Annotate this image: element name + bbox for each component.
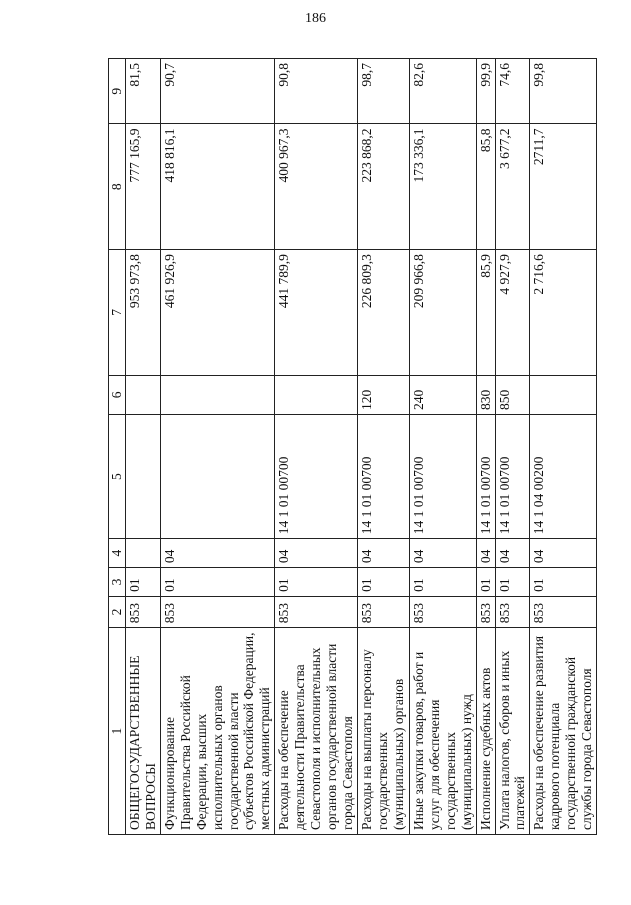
table-cell: 01 [126, 568, 161, 597]
header-row [109, 59, 126, 835]
table-cell [126, 414, 161, 538]
table-row [275, 59, 358, 835]
table-cell: Исполнение судебных актов [476, 628, 495, 835]
table-cell: 2 716,6 [530, 250, 597, 376]
table-cell: 04 [275, 539, 358, 568]
table-cell: 461 926,9 [160, 250, 274, 376]
table-cell: 01 [530, 568, 597, 597]
table-row [530, 59, 597, 835]
table-cell: 85,8 [476, 124, 495, 250]
table-cell: 98,7 [357, 59, 409, 124]
table-cell: Расходы на обеспечение развития кадрового потенциала государственной гражданской службы города Севастополя [530, 628, 597, 835]
rotated-table-container [108, 58, 595, 835]
header-cell: 9 [109, 59, 126, 124]
table-cell: 90,7 [160, 59, 274, 124]
table-cell: 14 1 01 00700 [495, 414, 530, 538]
table-cell: 74,6 [495, 59, 530, 124]
table-cell: 14 1 01 00700 [409, 414, 476, 538]
table-cell: 853 [126, 596, 161, 627]
table-row [409, 59, 476, 835]
table-row [126, 59, 161, 835]
table-body [109, 59, 597, 835]
table-cell: Расходы на выплаты персоналу государственных (муниципальных) органов [357, 628, 409, 835]
header-cell: 5 [109, 414, 126, 538]
table-cell: 14 1 01 00700 [275, 414, 358, 538]
table-cell: 953 973,8 [126, 250, 161, 376]
table-cell: 853 [275, 596, 358, 627]
table-cell: 240 [409, 375, 476, 414]
table-cell: 830 [476, 375, 495, 414]
table-cell: 01 [495, 568, 530, 597]
table-row [357, 59, 409, 835]
header-cell: 1 [109, 628, 126, 835]
table-cell [126, 539, 161, 568]
header-cell: 6 [109, 375, 126, 414]
header-cell: 8 [109, 124, 126, 250]
header-cell: 3 [109, 568, 126, 597]
table-cell: Уплата налогов, сборов и иных платежей [495, 628, 530, 835]
table-cell [530, 375, 597, 414]
table-cell: 853 [160, 596, 274, 627]
table-cell: 04 [409, 539, 476, 568]
table-cell: 850 [495, 375, 530, 414]
table-cell: 3 677,2 [495, 124, 530, 250]
table-cell: 853 [495, 596, 530, 627]
header-cell: 4 [109, 539, 126, 568]
table-cell: 853 [476, 596, 495, 627]
table-cell: 400 967,3 [275, 124, 358, 250]
table-row [160, 59, 274, 835]
table-cell: ОБЩЕГОСУДАРСТВЕННЫЕ ВОПРОСЫ [126, 628, 161, 835]
table-cell: 01 [357, 568, 409, 597]
table-cell: Расходы на обеспечение деятельности Правительства Севастополя и исполнительных органов государственной власти города Севастополя [275, 628, 358, 835]
table-cell: 04 [160, 539, 274, 568]
table-cell: 418 816,1 [160, 124, 274, 250]
table-row [495, 59, 530, 835]
table-cell: 01 [160, 568, 274, 597]
table-cell: Функционирование Правительства Российской Федерации, высших исполнительных органов государственной власти субъектов Российской Федерации, местных администраций [160, 628, 274, 835]
table-cell: 223 868,2 [357, 124, 409, 250]
table-cell: 173 336,1 [409, 124, 476, 250]
table-cell: 81,5 [126, 59, 161, 124]
table-cell: 85,9 [476, 250, 495, 376]
table-cell: 14 1 01 00700 [357, 414, 409, 538]
page-number: 186 [305, 11, 326, 26]
table-cell: 14 1 01 00700 [476, 414, 495, 538]
table-cell: 99,8 [530, 59, 597, 124]
table-cell [126, 375, 161, 414]
table-cell: 209 966,8 [409, 250, 476, 376]
table-cell: 14 1 04 00200 [530, 414, 597, 538]
table-cell: Иные закупки товаров, работ и услуг для обеспечения государственных (муниципальных) нужд [409, 628, 476, 835]
table-cell: 777 165,9 [126, 124, 161, 250]
table-cell: 82,6 [409, 59, 476, 124]
header-cell: 2 [109, 596, 126, 627]
table-cell: 853 [409, 596, 476, 627]
table-cell: 4 927,9 [495, 250, 530, 376]
table-cell: 90,8 [275, 59, 358, 124]
table-row [476, 59, 495, 835]
table-cell: 04 [530, 539, 597, 568]
table-cell: 99,9 [476, 59, 495, 124]
table-cell [160, 375, 274, 414]
table-cell: 2711,7 [530, 124, 597, 250]
table-cell: 226 809,3 [357, 250, 409, 376]
table-cell [275, 375, 358, 414]
table-cell: 01 [275, 568, 358, 597]
table-cell: 04 [476, 539, 495, 568]
table-cell: 01 [409, 568, 476, 597]
table-cell: 04 [495, 539, 530, 568]
table-cell: 441 789,9 [275, 250, 358, 376]
table-cell [160, 414, 274, 538]
table-cell: 120 [357, 375, 409, 414]
header-cell: 7 [109, 250, 126, 376]
budget-table [108, 58, 597, 835]
table-cell: 04 [357, 539, 409, 568]
table-cell: 853 [530, 596, 597, 627]
table-cell: 01 [476, 568, 495, 597]
table-cell: 853 [357, 596, 409, 627]
